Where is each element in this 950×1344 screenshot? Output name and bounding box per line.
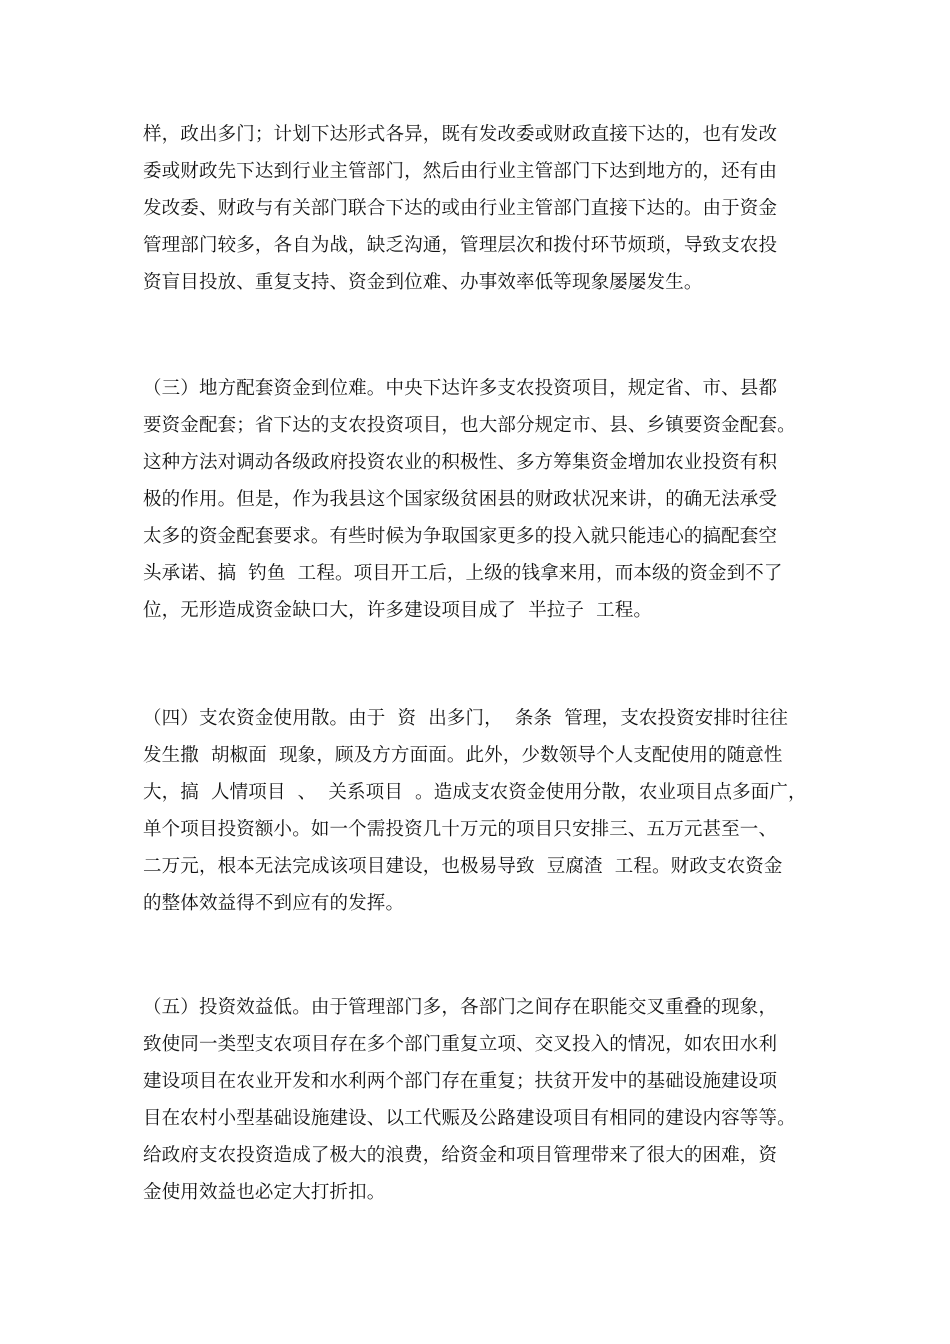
text-line: （五）投资效益低。由于管理部门多，各部门之间存在职能交叉重叠的现象， [143, 997, 778, 1018]
text-line: 给政府支农投资造成了极大的浪费，给资金和项目管理带来了很大的困难，资 [143, 1145, 778, 1166]
text-line: 的整体效益得不到应有的发挥。 [143, 893, 405, 914]
text-line: 太多的资金配套要求。有些时候为争取国家更多的投入就只能违心的搞配套空 [143, 526, 778, 547]
paragraph-local-matching-funds [143, 370, 823, 629]
text-line: 委或财政先下达到行业主管部门，然后由行业主管部门下达到地方的，还有由 [143, 161, 778, 182]
text-line: 极的作用。但是，作为我县这个国家级贫困县的财政状况来讲，的确无法承受 [143, 489, 778, 510]
text-line: 资盲目投放、重复支持、资金到位难、办事效率低等现象屡屡发生。 [143, 272, 703, 293]
text-line: （四）支农资金使用散。由于 资 出多门， 条条 管理，支农投资安排时往往 [143, 708, 789, 729]
text-line: 建设项目在农业开发和水利两个部门存在重复；扶贫开发中的基础设施建设项 [143, 1071, 778, 1092]
text-line: 目在农村小型基础设施建设、以工代赈及公路建设项目有相同的建设内容等等。 [143, 1108, 796, 1129]
text-line: 发改委、财政与有关部门联合下达的或由行业主管部门直接下达的。由于资金 [143, 198, 778, 219]
text-line: 大，搞 人情项目 、 关系项目 。造成支农资金使用分散，农业项目点多面广， [143, 782, 807, 803]
text-line: 致使同一类型支农项目存在多个部门重复立项、交叉投入的情况，如农田水利 [143, 1034, 778, 1055]
text-line: 发生撒 胡椒面 现象，顾及方方面面。此外，少数领导个人支配使用的随意性 [143, 745, 783, 766]
text-line: 二万元，根本无法完成该项目建设，也极易导致 豆腐渣 工程。财政支农资金 [143, 856, 783, 877]
paragraph-low-investment-efficiency [143, 989, 823, 1211]
text-line: 单个项目投资额小。如一个需投资几十万元的项目只安排三、五万元甚至一、 [143, 819, 778, 840]
text-line: （三）地方配套资金到位难。中央下达许多支农投资项目，规定省、市、县都 [143, 378, 778, 399]
paragraph-continuation [143, 116, 823, 301]
text-line: 要资金配套；省下达的支农投资项目，也大部分规定市、县、乡镇要资金配套。 [143, 415, 796, 436]
text-line: 样，政出多门；计划下达形式各异，既有发改委或财政直接下达的，也有发改 [143, 124, 778, 145]
text-line: 头承诺、搞 钓鱼 工程。项目开工后，上级的钱拿来用，而本级的资金到不了 [143, 563, 783, 584]
text-line: 这种方法对调动各级政府投资农业的积极性、多方筹集资金增加农业投资有积 [143, 452, 778, 473]
text-line: 位，无形造成资金缺口大，许多建设项目成了 半拉子 工程。 [143, 600, 653, 621]
text-line: 金使用效益也必定大打折扣。 [143, 1182, 386, 1203]
paragraph-scattered-funds [143, 700, 823, 922]
text-line: 管理部门较多，各自为战，缺乏沟通，管理层次和拨付环节烦琐，导致支农投 [143, 235, 778, 256]
